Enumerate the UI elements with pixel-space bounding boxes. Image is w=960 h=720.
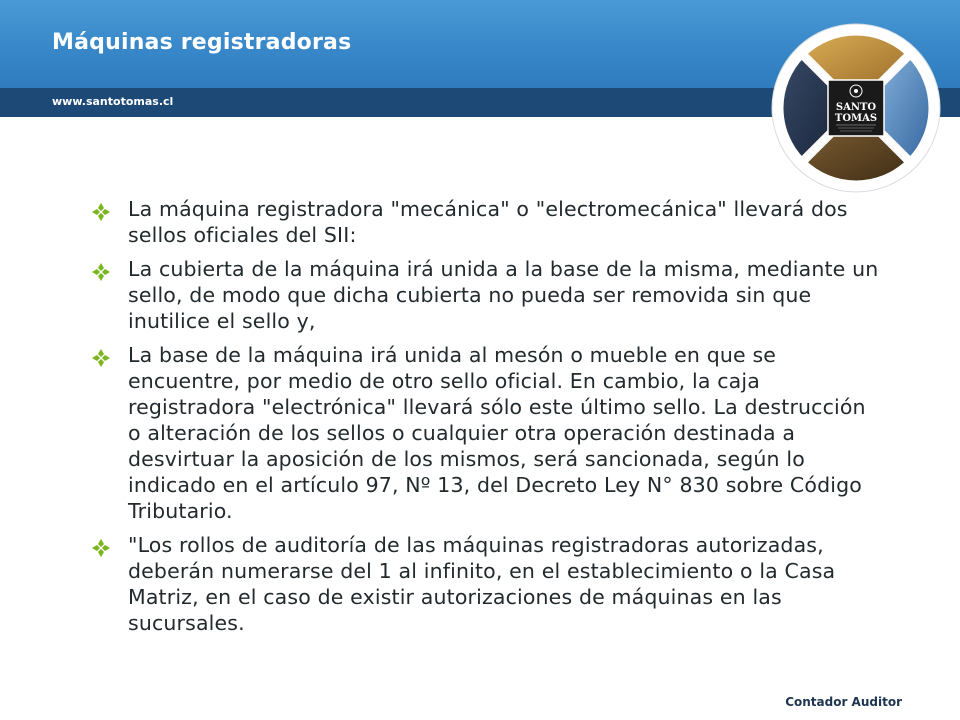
bullet-text: "Los rollos de auditoría de las máquinas registradoras autorizadas, deberán numerarse del 1 al infinito, en el establecimiento o la Casa Matriz, en el caso de existir autorizaciones de máquinas en las sucursales. [128,533,836,635]
diamond-bullet-icon [92,201,110,219]
bullet-item [92,196,882,248]
site-url: www.santotomas.cl [52,95,174,108]
logo-line1: SANTO [835,102,877,113]
bullet-text: La base de la máquina irá unida al mesón o mueble en que se encuentre, por medio de otro sello oficial. En cambio, la caja registradora "electrónica" llevará sólo este último sello. La destrucción o alteración de los sellos o cualquier otra operación destinada a desvirtuar la aposición de los mismos, será sancionada, según lo indicado en el artículo 97, Nº 13, del Decreto Ley N° 830 sobre Código Tributario. [128,343,866,523]
footer-label: Contador Auditor [785,695,902,709]
santo-tomas-logo-icon [766,18,946,198]
bullet-text: La cubierta de la máquina irá unida a la base de la misma, mediante un sello, de modo que dicha cubierta no pueda ser removida sin que inutilice el sello y, [128,257,879,333]
slide-title: Máquinas registradoras [52,30,352,55]
bullet-text: La máquina registradora "mecánica" o "electromecánica" llevará dos sellos oficiales del SII: [128,197,848,247]
bullet-list [92,196,882,644]
logo-line2: TOMAS [834,113,878,124]
diamond-bullet-icon [92,347,110,365]
diamond-bullet-icon [92,261,110,279]
logo-circle [766,18,946,198]
bullet-item [92,256,882,334]
bullet-item [92,532,882,636]
diamond-bullet-icon [92,537,110,555]
bullet-item [92,342,882,524]
